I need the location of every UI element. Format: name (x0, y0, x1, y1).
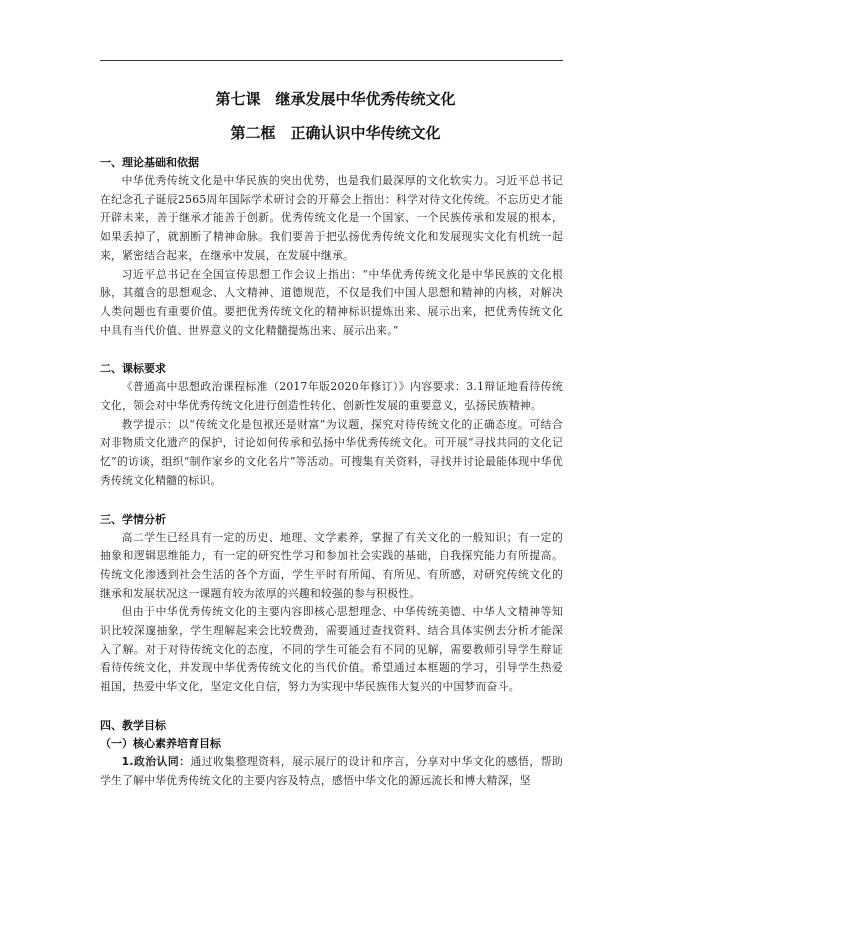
section-title: 第二框 正确认识中华传统文化 (230, 124, 441, 142)
standards-paragraph-1: 《普通高中思想政治课程标准（2017年版2020年修订）》内容要求：3.1辩证地看待传统文化，领会对中华优秀传统文化进行创造性转化、创新性发展的重要意义，弘扬民族精神。 (100, 380, 563, 413)
students-heading: 三、学情分析 (100, 512, 166, 526)
goals-heading: 四、教学目标 (100, 718, 166, 732)
standards-paragraph-2: 教学提示：以“传统文化是包袱还是财富”为议题，探究对待传统文化的正确态度。可结合对非物质文化遗产的保护，讨论如何传承和弘扬中华优秀传统文化。可开展“寻找共同的文化记忆”的访谈，组织“制作家乡的文化名片”等活动。可搜集有关资料，寻找并讨论最能体现中华优秀传统文化精髓的标识。 (100, 417, 563, 487)
students-section (100, 511, 563, 697)
theory-section (100, 154, 563, 340)
goals-subheading: （一）核心素养培育目标 (100, 736, 221, 750)
goals-section (100, 717, 563, 790)
theory-paragraph-2: 习近平总书记在全国宣传思想工作会议上指出：“中华优秀传统文化是中华民族的文化根脉，其蕴含的思想观念、人文精神、道德规范，不仅是我们中国人思想和精神的内核，对解决人类问题也有重要价值。要把优秀传统文化的精神标识提炼出来、展示出来，把优秀传统文化中具有当代价值、世界意义的文化精髓提炼出来、展示出来。” (100, 267, 563, 337)
goals-item-1-label: 1.政治认同： (121, 754, 191, 768)
theory-heading: 一、理论基础和依据 (100, 156, 199, 169)
goals-item-1-text: 通过收集整理资料，展示展厅的设计和序言，分享对中华文化的感悟，帮助学生了解中华优秀传统文化的主要内容及特点，感悟中华文化的源远流长和博大精深，坚 (100, 754, 563, 787)
theory-paragraph-1: 中华优秀传统文化是中华民族的突出优势，也是我们最深厚的文化软实力。习近平总书记在纪念孔子诞辰2565周年国际学术研讨会的开幕会上指出：科学对待文化传统。不忘历史才能开辟未来，善于继承才能善于创新。优秀传统文化是一个国家、一个民族传承和发展的根本，如果丢掉了，就割断了精神命脉。我们要善于把弘扬优秀传统文化和发展现实文化有机统一起来，紧密结合起来，在继承中发展，在发展中继承。 (100, 174, 563, 262)
standards-section (100, 360, 563, 490)
students-paragraph-2: 但由于中华优秀传统文化的主要内容即核心思想理念、中华传统美德、中华人文精神等知识比较深邃抽象，学生理解起来会比较费劲，需要通过查找资料、结合具体实例去分析才能深入了解。对于对待传统文化的态度，不同的学生可能会有不同的见解，需要教师引导学生辩证看待传统文化，并发现中华优秀传统文化的当代价值。希望通过本框题的学习，引导学生热爱祖国，热爱中华文化，坚定文化自信，努力为实现中华民族伟大复兴的中国梦而奋斗。 (100, 605, 563, 694)
standards-heading: 二、课标要求 (100, 362, 166, 376)
lesson-title: 第七课 继承发展中华优秀传统文化 (215, 90, 456, 108)
document-body (100, 154, 563, 790)
header-rule (100, 60, 563, 61)
goals-item-1 (100, 753, 563, 790)
students-paragraph-1: 高二学生已经具有一定的历史、地理、文学素养，掌握了有关文化的一般知识；有一定的抽象和逻辑思维能力，有一定的研究性学习和参加社会实践的基础，自我探究能力有所提高。传统文化渗透到社会生活的各个方面，学生平时有所闻、有所见、有所感，对研究传统文化的继承和发展状况这一课题有较为浓厚的兴趣和较强的参与积极性。 (100, 530, 563, 600)
